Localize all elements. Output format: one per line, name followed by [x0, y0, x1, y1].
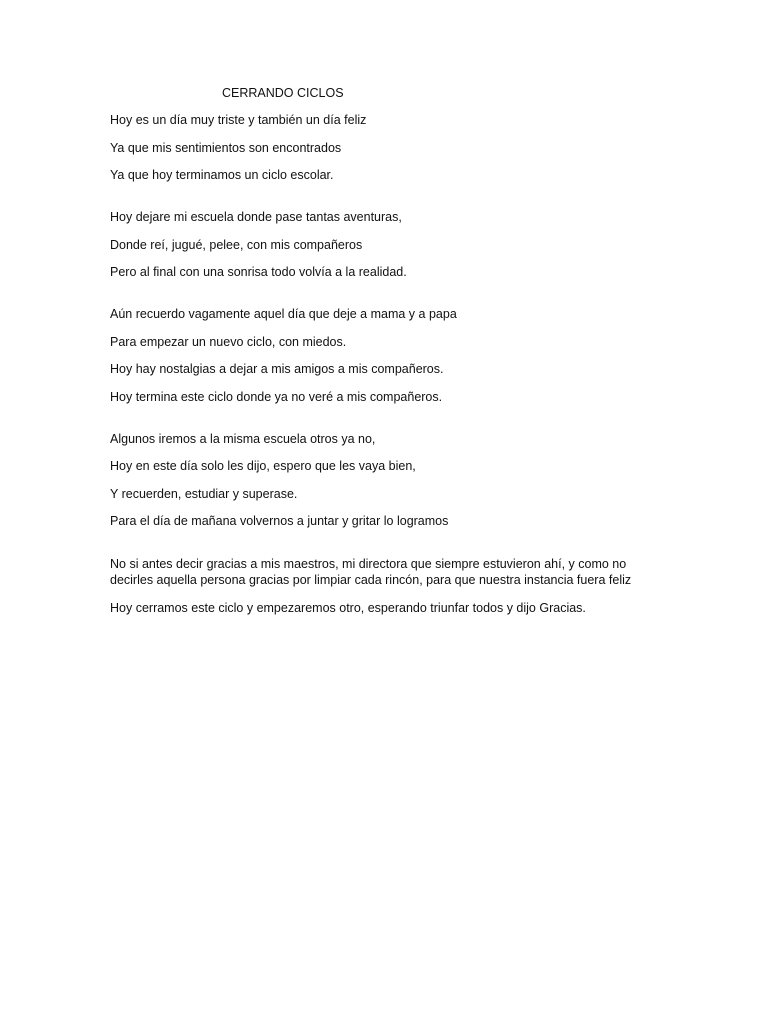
- stanza-line: Hoy en este día solo les dijo, espero que les vaya bien,: [110, 459, 416, 473]
- stanza-line: Ya que mis sentimientos son encontrados: [110, 140, 342, 155]
- stanza-line: Para el día de mañana volvernos a juntar y gritar lo logramos: [110, 514, 449, 528]
- stanza-line: Algunos iremos a la misma escuela otros ya no,: [110, 431, 376, 446]
- stanza-line: Para empezar un nuevo ciclo, con miedos.: [110, 334, 347, 349]
- document-page: [110, 86, 670, 628]
- stanza-line: Donde reí, jugué, pelee, con mis compañeros: [110, 237, 363, 252]
- stanza-2: [110, 210, 670, 280]
- closing-paragraph: Hoy cerramos este ciclo y empezaremos otro, esperando triunfar todos y dijo Gracias.: [110, 601, 586, 615]
- stanza-line: Ya que hoy terminamos un ciclo escolar.: [110, 168, 334, 182]
- stanza-4: [110, 432, 670, 530]
- stanza-line: Y recuerden, estudiar y superase.: [110, 486, 298, 501]
- document-title: CERRANDO CICLOS: [222, 86, 344, 100]
- stanza-line: Hoy termina este ciclo donde ya no veré a mis compañeros.: [110, 389, 443, 404]
- closing-paragraph: No si antes decir gracias a mis maestros, mi directora que siempre estuvieron ahí, y como no decirles aquella persona gracias por limpiar cada rincón, para que nuestra instancia fuera feliz: [110, 557, 632, 587]
- stanza-line: Hoy dejare mi escuela donde pase tantas aventuras,: [110, 210, 402, 224]
- stanza-line: Pero al final con una sonrisa todo volvía a la realidad.: [110, 265, 407, 279]
- stanza-line: Hoy es un día muy triste y también un día feliz: [110, 113, 367, 127]
- stanza-line: Aún recuerdo vagamente aquel día que deje a mama y a papa: [110, 307, 457, 321]
- stanza-1: [110, 113, 670, 183]
- stanza-3: [110, 307, 670, 405]
- stanza-line: Hoy hay nostalgias a dejar a mis amigos a mis compañeros.: [110, 362, 444, 376]
